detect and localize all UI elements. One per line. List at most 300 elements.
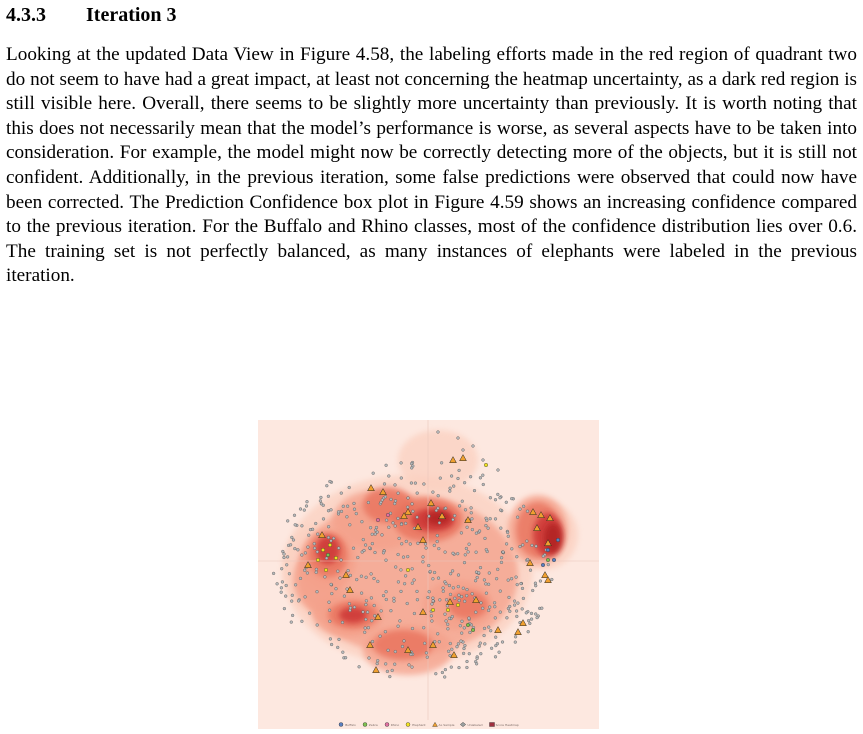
data-point — [292, 539, 295, 542]
data-point — [470, 507, 473, 510]
data-point — [525, 540, 528, 543]
data-point — [330, 539, 333, 542]
data-point — [485, 519, 488, 522]
data-point — [496, 493, 499, 496]
square-icon — [489, 722, 495, 727]
data-point — [423, 642, 426, 645]
data-point — [522, 505, 525, 508]
data-point — [294, 583, 297, 586]
data-point — [393, 502, 396, 505]
heat-region — [339, 607, 367, 623]
section-heading — [6, 4, 177, 27]
data-point — [539, 580, 542, 583]
data-point — [397, 625, 400, 628]
data-point — [479, 642, 482, 645]
data-point — [343, 595, 346, 598]
data-point — [400, 462, 403, 465]
data-point — [356, 556, 359, 559]
data-point — [422, 560, 425, 563]
data-point — [364, 618, 367, 621]
data-point — [407, 497, 410, 500]
legend-label: Unlabeled — [467, 722, 483, 727]
data-point — [320, 496, 323, 499]
scatter-heatmap-plot — [258, 420, 599, 720]
data-point — [457, 477, 460, 480]
data-point — [487, 527, 490, 530]
data-point — [416, 516, 419, 519]
legend-label: Elephant — [412, 722, 426, 727]
data-point — [398, 537, 401, 540]
data-point — [400, 590, 403, 593]
uncertainty-heatmap — [283, 430, 578, 675]
data-point — [328, 609, 331, 612]
data-point — [315, 568, 318, 571]
data-point — [500, 556, 503, 559]
data-point — [457, 437, 460, 440]
data-point — [283, 556, 286, 559]
data-point — [528, 622, 531, 625]
data-point — [416, 598, 419, 601]
data-point — [307, 534, 310, 537]
data-point — [392, 521, 395, 524]
data-point — [457, 585, 460, 588]
data-point — [521, 587, 524, 590]
class-point-elephant — [316, 558, 320, 562]
data-point — [527, 619, 530, 622]
data-point — [423, 483, 426, 486]
data-point — [376, 580, 379, 583]
data-point — [363, 631, 366, 634]
data-point — [516, 583, 519, 586]
body-paragraph: Looking at the updated Data View in Figure 4.58, the labeling efforts made in the red region of quadrant two do not seem to have had a great impact, at least not concerning the heatmap uncertainty, as a dark red region is still visible here. Overall, there seems to be slightly more uncertainty than previously. It is worth noting that this does not necessarily mean that the model’s performance is worse, as several aspects have to be taken into consideration. For example, the model might now be correctly detecting more of the objects, but it is still not confident. Additionally, in the previous iteration, some false predictions were observed that could now have been corrected. The Prediction Confidence box plot in Figure 4.59 shows an increasing confidence compared to the previous iteration. For the Buffalo and Rhino classes, most of the confidence distribution lies over 0.6. The training set is not perfectly balanced, as many instances of elephants were labeled in the previous iteration. — [6, 44, 857, 287]
data-point — [374, 533, 377, 536]
data-point — [315, 571, 318, 574]
data-point — [483, 627, 486, 630]
data-point — [397, 517, 400, 520]
data-point — [373, 614, 376, 617]
data-point — [506, 531, 509, 534]
data-point — [363, 549, 366, 552]
data-point — [461, 620, 464, 623]
data-point — [293, 514, 296, 517]
data-point — [449, 487, 452, 490]
data-point — [365, 599, 368, 602]
data-point — [460, 532, 463, 535]
class-point-zebra — [466, 623, 470, 627]
data-point — [464, 644, 467, 647]
legend-label: Zebra — [368, 722, 378, 727]
data-point — [448, 617, 451, 620]
data-point — [458, 594, 461, 597]
data-point — [517, 602, 520, 605]
data-point — [306, 500, 309, 503]
data-point — [432, 577, 435, 580]
data-point — [413, 612, 416, 615]
data-point — [385, 590, 388, 593]
data-point — [440, 461, 443, 464]
data-point — [534, 584, 537, 587]
data-point — [390, 609, 393, 612]
class-point-rhino — [386, 513, 390, 517]
data-point — [402, 556, 405, 559]
data-point — [290, 600, 293, 603]
data-point — [493, 601, 496, 604]
data-point — [513, 600, 516, 603]
data-point — [452, 518, 455, 521]
data-point — [316, 590, 319, 593]
data-point — [346, 515, 349, 518]
data-point — [417, 542, 420, 545]
data-point — [451, 570, 454, 573]
data-point — [362, 611, 365, 614]
data-point — [508, 610, 511, 613]
data-point — [464, 508, 467, 511]
data-point — [348, 523, 351, 526]
data-point — [450, 648, 453, 651]
data-point — [373, 604, 376, 607]
data-point — [450, 475, 453, 478]
data-point — [490, 647, 493, 650]
data-point — [412, 510, 415, 513]
data-point — [411, 582, 414, 585]
data-point — [457, 642, 460, 645]
data-point — [499, 509, 502, 512]
data-point — [306, 572, 309, 575]
data-point — [314, 522, 317, 525]
data-point — [416, 492, 419, 495]
data-point — [514, 641, 517, 644]
data-point — [448, 584, 451, 587]
data-point — [280, 567, 283, 570]
data-point — [369, 526, 372, 529]
legend-label: Score Heatmap — [495, 722, 519, 727]
data-point — [339, 577, 342, 580]
data-point — [531, 589, 534, 592]
data-point — [360, 592, 363, 595]
data-point — [463, 627, 466, 630]
data-point — [349, 609, 352, 612]
data-point — [458, 666, 461, 669]
data-point — [437, 431, 440, 434]
data-point — [536, 616, 539, 619]
data-point — [288, 572, 291, 575]
data-point — [438, 521, 441, 524]
data-point — [353, 508, 356, 511]
data-point — [483, 643, 486, 646]
diamond-icon — [460, 722, 466, 727]
data-point — [341, 651, 344, 654]
data-point — [316, 533, 319, 536]
data-point — [393, 663, 396, 666]
data-point — [422, 626, 425, 629]
data-point — [367, 501, 370, 504]
data-point — [530, 612, 533, 615]
data-point — [390, 498, 393, 501]
triangle-icon — [432, 722, 438, 727]
data-point — [488, 606, 491, 609]
class-point-buffalo — [552, 558, 556, 562]
data-point — [272, 572, 275, 575]
data-point — [452, 586, 455, 589]
data-point — [340, 510, 343, 513]
data-point — [466, 588, 469, 591]
data-point — [338, 638, 341, 641]
data-point — [448, 490, 451, 493]
data-point — [487, 583, 490, 586]
data-point — [370, 573, 373, 576]
data-point — [477, 571, 480, 574]
data-point — [505, 543, 508, 546]
data-point — [316, 624, 319, 627]
data-point — [516, 516, 519, 519]
data-point — [411, 567, 414, 570]
data-point — [416, 590, 419, 593]
data-point — [535, 545, 538, 548]
data-point — [297, 548, 300, 551]
data-point — [550, 578, 553, 581]
data-point — [408, 664, 411, 667]
data-point — [540, 607, 543, 610]
data-point — [384, 663, 387, 666]
data-point — [449, 642, 452, 645]
data-point — [465, 547, 468, 550]
data-point — [289, 543, 292, 546]
data-point — [328, 601, 331, 604]
data-point — [453, 514, 456, 517]
data-point — [394, 566, 397, 569]
data-point — [431, 603, 434, 606]
data-point — [460, 640, 463, 643]
data-point — [283, 607, 286, 610]
data-point — [494, 617, 497, 620]
data-point — [325, 557, 328, 560]
data-point — [483, 579, 486, 582]
data-point — [337, 510, 340, 513]
data-point — [425, 652, 428, 655]
data-point — [521, 608, 524, 611]
data-point — [449, 572, 452, 575]
data-point — [346, 505, 349, 508]
data-point — [465, 594, 468, 597]
class-point-elephant — [484, 463, 488, 467]
data-point — [496, 568, 499, 571]
data-point — [411, 666, 414, 669]
data-point — [521, 544, 524, 547]
data-point — [475, 532, 478, 535]
data-point — [394, 500, 397, 503]
data-point — [434, 672, 437, 675]
data-point — [341, 621, 344, 624]
data-point — [404, 522, 407, 525]
data-point — [371, 640, 374, 643]
data-point — [446, 623, 449, 626]
data-point — [526, 558, 529, 561]
data-point — [479, 652, 482, 655]
data-point — [374, 529, 377, 532]
class-point-elephant — [328, 543, 332, 547]
data-point — [348, 602, 351, 605]
data-point — [476, 576, 479, 579]
data-point — [387, 475, 390, 478]
class-point-buffalo — [541, 563, 545, 567]
legend-label: Rhino — [390, 722, 400, 727]
data-point — [373, 577, 376, 580]
data-point — [380, 501, 383, 504]
data-point — [436, 540, 439, 543]
data-point — [478, 645, 481, 648]
data-point — [353, 606, 356, 609]
data-point — [410, 482, 413, 485]
data-point — [438, 599, 441, 602]
data-point — [413, 579, 416, 582]
data-point — [489, 629, 492, 632]
data-point — [458, 599, 461, 602]
data-point — [435, 509, 438, 512]
data-point — [510, 577, 513, 580]
data-point — [281, 581, 284, 584]
data-point — [460, 595, 463, 598]
data-point — [319, 500, 322, 503]
data-point — [508, 596, 511, 599]
data-point — [340, 559, 343, 562]
data-point — [348, 486, 351, 489]
data-point — [330, 643, 333, 646]
data-point — [297, 600, 300, 603]
data-point — [428, 515, 431, 518]
data-point — [507, 607, 510, 610]
data-point — [498, 651, 501, 654]
data-point — [474, 579, 477, 582]
data-point — [322, 518, 325, 521]
data-point — [280, 586, 283, 589]
data-point — [433, 544, 436, 547]
data-point — [371, 533, 374, 536]
data-point — [335, 587, 338, 590]
data-point — [384, 495, 387, 498]
data-point — [409, 543, 412, 546]
data-point — [365, 603, 368, 606]
data-point — [500, 561, 503, 564]
data-point — [285, 563, 288, 566]
data-point — [411, 503, 414, 506]
class-point-zebra — [546, 558, 550, 562]
data-point — [411, 627, 414, 630]
data-point — [519, 545, 522, 548]
data-point — [444, 613, 447, 616]
data-point — [471, 517, 474, 520]
data-point — [432, 491, 435, 494]
data-point — [393, 600, 396, 603]
data-point — [474, 611, 477, 614]
data-point — [438, 640, 441, 643]
data-point — [304, 596, 307, 599]
class-point-zebra — [326, 553, 330, 557]
data-point — [400, 477, 403, 480]
data-view-figure — [258, 420, 599, 729]
data-point — [286, 520, 289, 523]
data-point — [499, 590, 502, 593]
data-point — [293, 547, 296, 550]
data-point — [386, 670, 389, 673]
circle-icon — [405, 722, 411, 727]
data-point — [336, 570, 339, 573]
data-point — [479, 566, 482, 569]
legend-label: AL Sample — [438, 722, 455, 727]
data-point — [327, 509, 330, 512]
data-point — [364, 544, 367, 547]
data-point — [471, 528, 474, 531]
data-point — [290, 621, 293, 624]
data-point — [526, 510, 529, 513]
data-point — [355, 578, 358, 581]
data-point — [439, 477, 442, 480]
data-point — [397, 492, 400, 495]
data-point — [505, 501, 508, 504]
data-point — [347, 569, 350, 572]
figure-legend — [258, 722, 599, 727]
data-point — [368, 547, 371, 550]
data-point — [485, 592, 488, 595]
data-point — [385, 559, 388, 562]
data-point — [303, 509, 306, 512]
data-point — [520, 582, 523, 585]
data-point — [316, 550, 319, 553]
data-point — [493, 605, 496, 608]
data-point — [478, 530, 481, 533]
data-point — [485, 548, 488, 551]
data-point — [462, 587, 465, 590]
data-point — [342, 505, 345, 508]
data-point — [422, 556, 425, 559]
legend-item — [405, 722, 425, 727]
data-point — [391, 669, 394, 672]
data-point — [300, 554, 303, 557]
data-point — [466, 660, 469, 663]
data-point — [370, 619, 373, 622]
data-point — [445, 620, 448, 623]
data-point — [328, 620, 331, 623]
data-point — [458, 505, 461, 508]
data-point — [482, 483, 485, 486]
data-point — [394, 650, 397, 653]
data-point — [542, 555, 545, 558]
data-point — [481, 474, 484, 477]
data-point — [426, 656, 429, 659]
data-point — [375, 526, 378, 529]
data-point — [365, 576, 368, 579]
data-point — [367, 626, 370, 629]
data-point — [432, 600, 435, 603]
data-point — [510, 547, 513, 550]
data-point — [325, 484, 328, 487]
data-point — [480, 601, 483, 604]
data-point — [285, 584, 288, 587]
data-point — [309, 528, 312, 531]
data-point — [301, 524, 304, 527]
data-point — [327, 525, 330, 528]
data-point — [400, 569, 403, 572]
al-sample-marker — [542, 572, 549, 578]
data-point — [497, 469, 500, 472]
data-point — [444, 551, 447, 554]
data-point — [449, 593, 452, 596]
data-point — [442, 590, 445, 593]
data-point — [432, 597, 435, 600]
data-point — [394, 484, 397, 487]
data-point — [459, 624, 462, 627]
legend-item — [432, 722, 455, 727]
data-point — [444, 668, 447, 671]
